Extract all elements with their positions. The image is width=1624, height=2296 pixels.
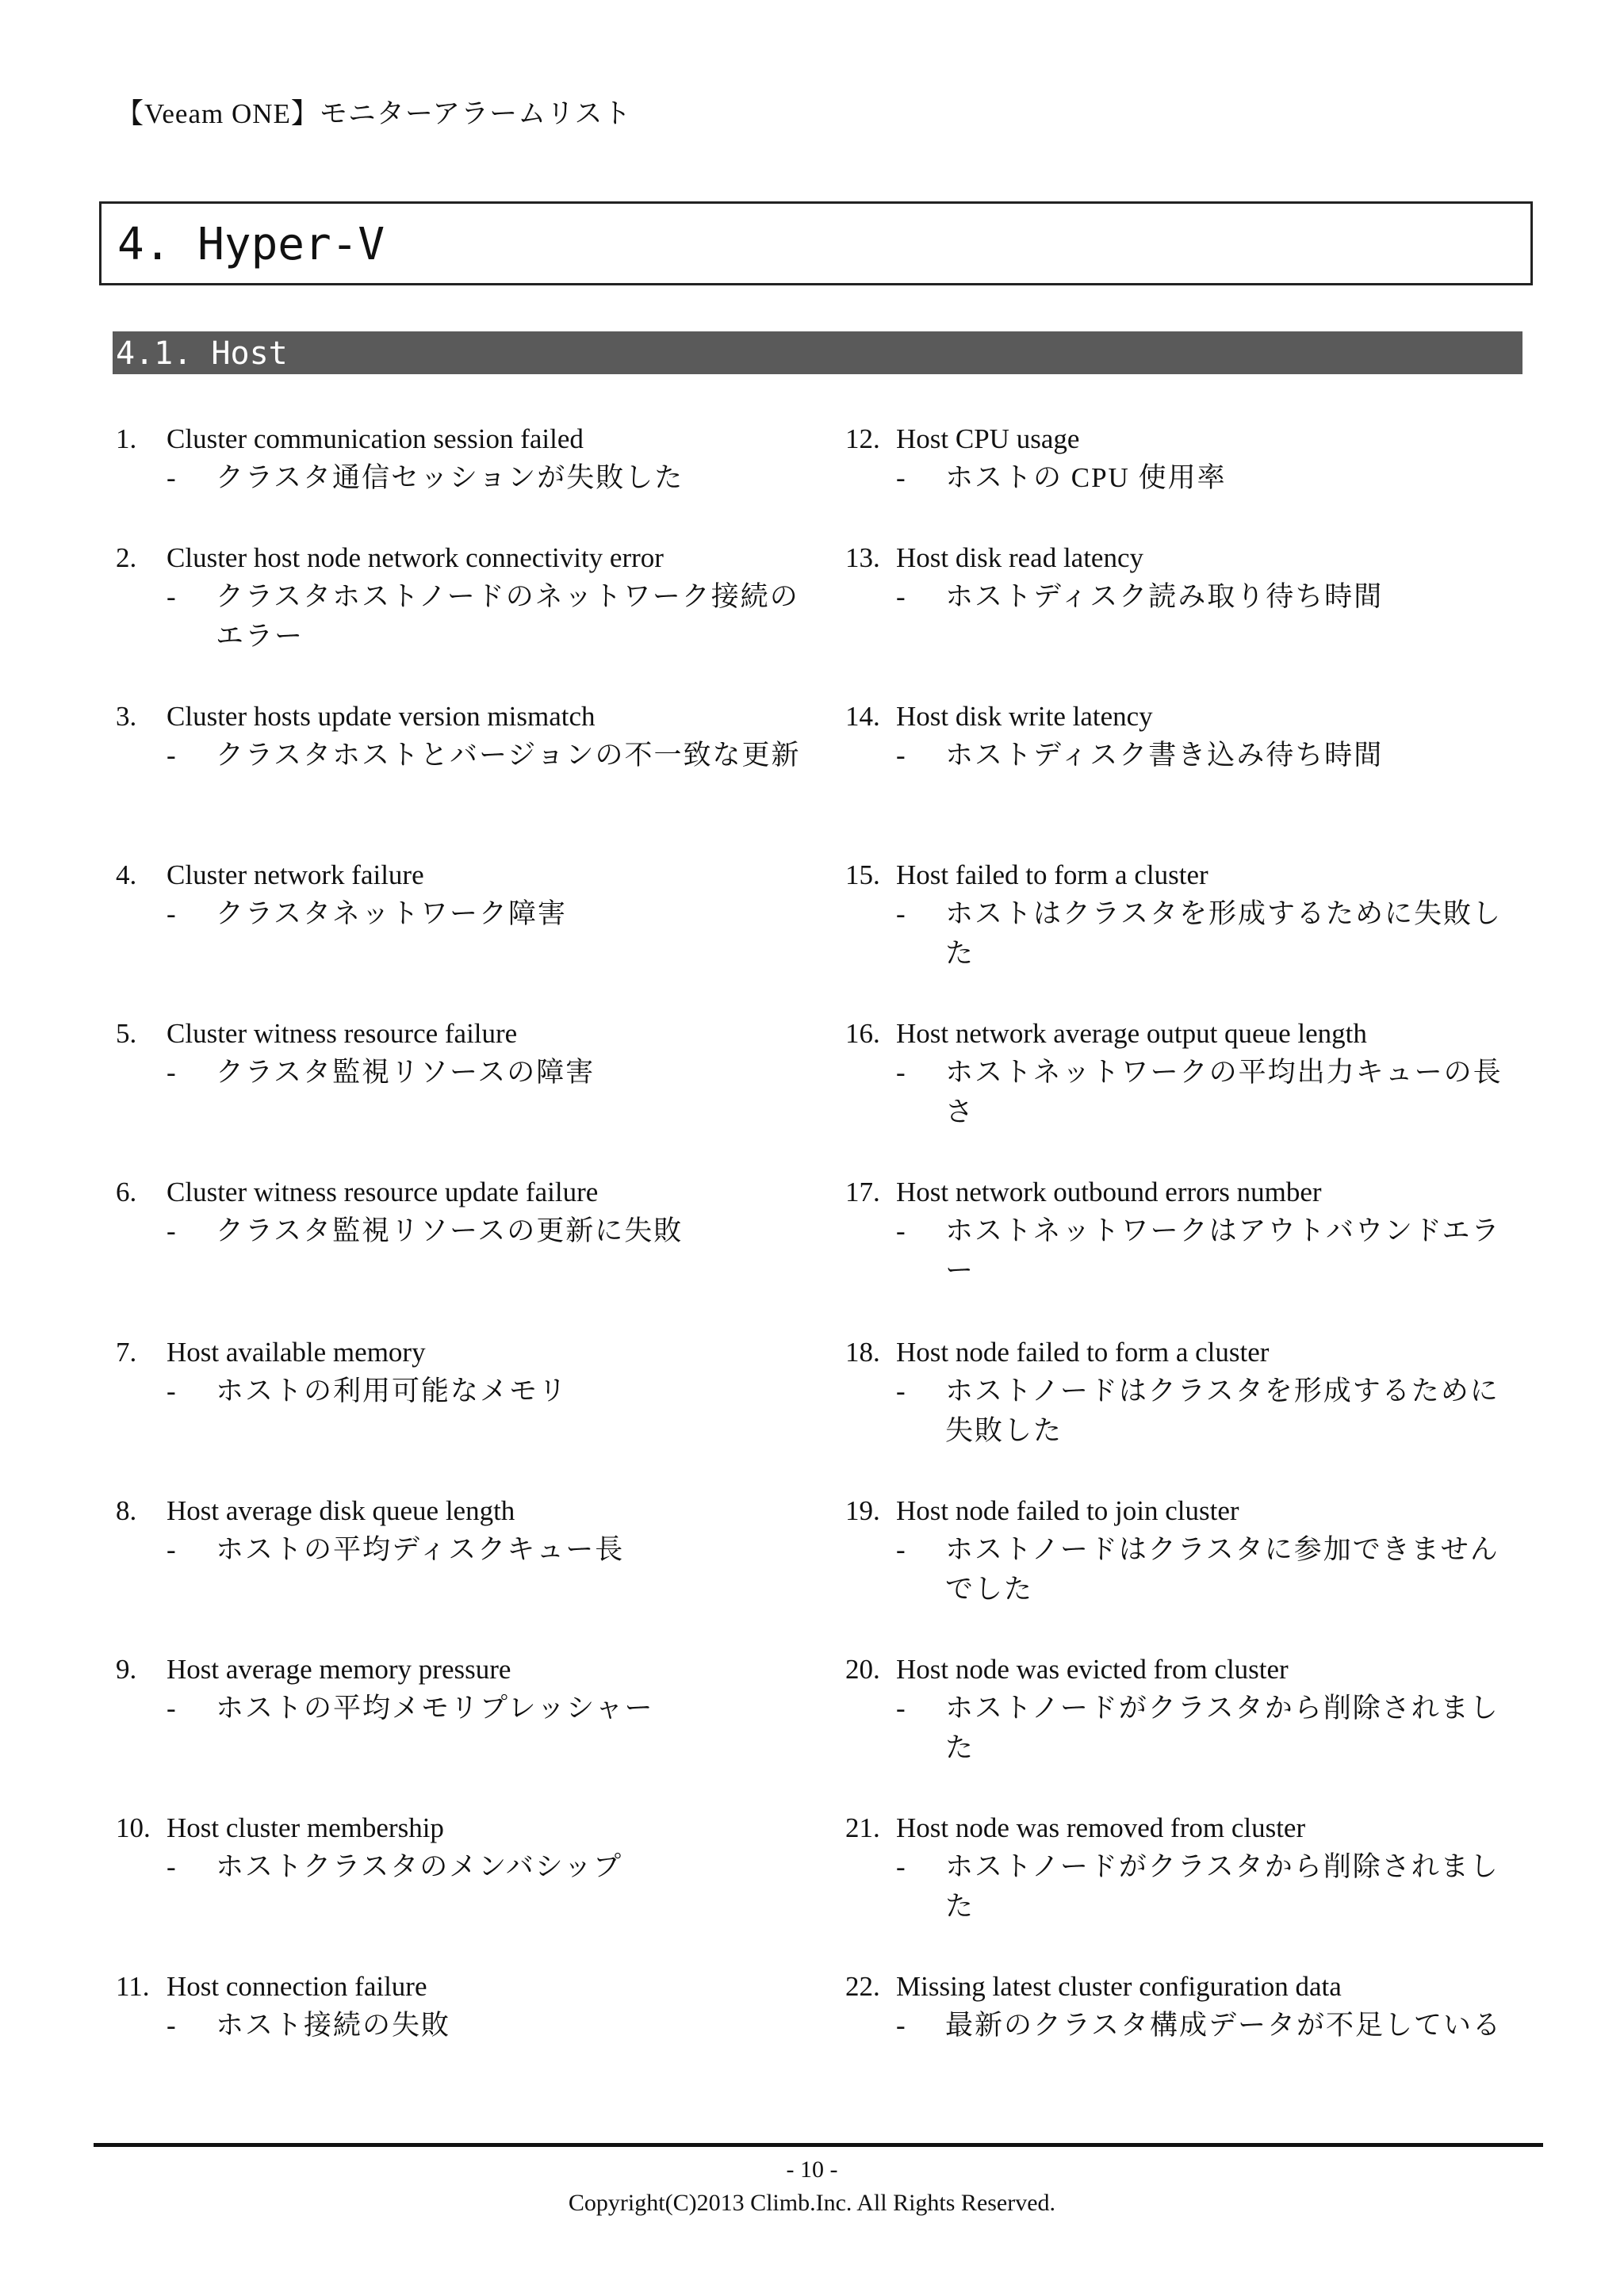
item-title: Host failed to form a cluster [896,859,1208,890]
item-title: Host disk write latency [896,701,1153,732]
item-number: 12. [845,423,880,454]
item-number: 4. [116,859,137,890]
bullet-dash: - [167,1851,178,1882]
copyright-notice: Copyright(C)2013 Climb.Inc. All Rights Reserved. [568,2190,1056,2216]
item-description: ホストはクラスタを形成するために失敗した [945,898,1502,969]
list-item [116,539,806,656]
item-number: 14. [845,701,880,732]
bullet-dash: - [167,1534,178,1565]
bullet-dash: - [167,1376,178,1406]
item-description: ホストの平均メモリプレッシャー [216,1693,654,1724]
item-title: Host CPU usage [896,423,1080,454]
item-description: クラスタ監視リソースの障害 [216,1057,596,1088]
item-number: 22. [845,1971,880,2002]
bullet-dash: - [167,740,178,771]
item-title: Cluster network failure [167,859,424,890]
item-number: 13. [845,542,880,573]
item-title: Cluster communication session failed [167,423,584,454]
item-description: クラスタ通信セッションが失敗した [216,462,684,493]
item-description: ホストノードがクラスタから削除されました [945,1693,1500,1763]
item-description: ホストノードがクラスタから削除されました [945,1851,1500,1922]
page-number: - 10 - [786,2156,838,2183]
bullet-dash: - [896,1851,907,1882]
item-number: 17. [845,1177,880,1207]
item-description: ホストの平均ディスクキュー長 [216,1534,625,1565]
item-number: 11. [116,1971,150,2002]
bullet-dash: - [896,740,907,771]
item-title: Host node was removed from cluster [896,1812,1306,1843]
list-item [116,856,806,934]
item-title: Host node was evicted from cluster [896,1654,1289,1685]
item-title: Host network outbound errors number [896,1177,1322,1207]
bullet-dash: - [896,581,907,612]
item-description: ホストディスク読み取り待ち時間 [945,581,1384,612]
item-number: 16. [845,1018,880,1049]
list-item [116,1015,806,1093]
item-title: Host node failed to form a cluster [896,1337,1270,1368]
item-number: 5. [116,1018,137,1049]
list-item [845,698,1527,775]
item-description: クラスタホストとバージョンの不一致な更新 [216,740,801,771]
page-header-title: 【Veeam ONE】モニターアラームリスト [116,98,632,129]
bullet-dash: - [896,2010,907,2041]
item-description: ホストネットワークはアウトバウンドエラー [945,1215,1501,1286]
bullet-dash: - [896,1534,907,1565]
item-number: 8. [116,1495,137,1526]
list-item [845,1651,1527,1768]
item-description: クラスタネットワーク障害 [216,898,567,929]
item-number: 3. [116,701,137,732]
item-title: Missing latest cluster configuration data [896,1971,1342,2002]
list-item [116,1334,806,1411]
item-description: ホスト接続の失敗 [216,2010,451,2041]
item-description: ホストの利用可能なメモリ [216,1376,569,1406]
bullet-dash: - [167,1215,178,1246]
list-item [845,1809,1527,1927]
list-item [116,1173,806,1251]
bullet-dash: - [167,1693,178,1724]
item-title: Host connection failure [167,1971,427,2002]
bullet-dash: - [896,1215,907,1246]
bullet-dash: - [896,1693,907,1724]
list-item [845,1173,1527,1291]
item-description: ホストディスク書き込み待ち時間 [945,740,1384,771]
subsection-heading: 4.1. Host [116,335,288,372]
item-number: 2. [116,542,137,573]
item-number: 10. [116,1812,151,1843]
item-number: 6. [116,1177,137,1207]
bullet-dash: - [167,1057,178,1088]
item-number: 1. [116,423,137,454]
item-title: Host node failed to join cluster [896,1495,1239,1526]
list-item [845,420,1527,498]
item-description: クラスタホストノードのネットワーク接続のエラー [216,581,799,652]
bullet-dash: - [167,898,178,929]
item-title: Host average disk queue length [167,1495,515,1526]
item-title: Host network average output queue length [896,1018,1367,1049]
item-title: Host average memory pressure [167,1654,511,1685]
item-number: 19. [845,1495,880,1526]
item-number: 15. [845,859,880,890]
list-item [116,698,806,775]
list-item [116,1492,806,1570]
item-description: ホストクラスタのメンバシップ [216,1851,623,1882]
item-description: 最新のクラスタ構成データが不足している [945,2010,1502,2041]
item-title: Host disk read latency [896,542,1143,573]
item-number: 7. [116,1337,137,1368]
footer-divider [94,2143,1543,2147]
item-number: 9. [116,1654,137,1685]
section-heading-box [99,201,1533,285]
item-description: ホストノードはクラスタを形成するために失敗した [945,1376,1500,1446]
list-item [845,856,1527,974]
item-title: Cluster hosts update version mismatch [167,701,596,732]
item-number: 20. [845,1654,880,1685]
item-description: クラスタ監視リソースの更新に失敗 [216,1215,684,1246]
list-item [845,1492,1527,1609]
bullet-dash: - [896,1376,907,1406]
list-item [116,420,806,498]
bullet-dash: - [167,581,178,612]
list-item [845,1015,1527,1132]
bullet-dash: - [896,1057,907,1088]
item-description: ホストノードはクラスタに参加できませんでした [945,1534,1500,1605]
item-title: Cluster witness resource failure [167,1018,518,1049]
section-heading: 4. Hyper-V [117,219,385,270]
list-item [116,1651,806,1728]
list-item [845,1334,1527,1451]
item-description: ホストの CPU 使用率 [945,462,1227,493]
item-description: ホストネットワークの平均出力キューの長さ [945,1057,1503,1127]
list-item [845,539,1527,617]
list-item [116,1809,806,1887]
item-number: 18. [845,1337,880,1368]
bullet-dash: - [167,462,178,493]
item-title: Host available memory [167,1337,426,1368]
bullet-dash: - [167,2010,178,2041]
item-title: Cluster witness resource update failure [167,1177,599,1207]
bullet-dash: - [896,462,907,493]
item-title: Host cluster membership [167,1812,444,1843]
list-item [845,1968,1527,2045]
bullet-dash: - [896,898,907,929]
item-title: Cluster host node network connectivity error [167,542,664,573]
subsection-heading-bar [113,331,1522,374]
item-number: 21. [845,1812,880,1843]
list-item [116,1968,806,2045]
